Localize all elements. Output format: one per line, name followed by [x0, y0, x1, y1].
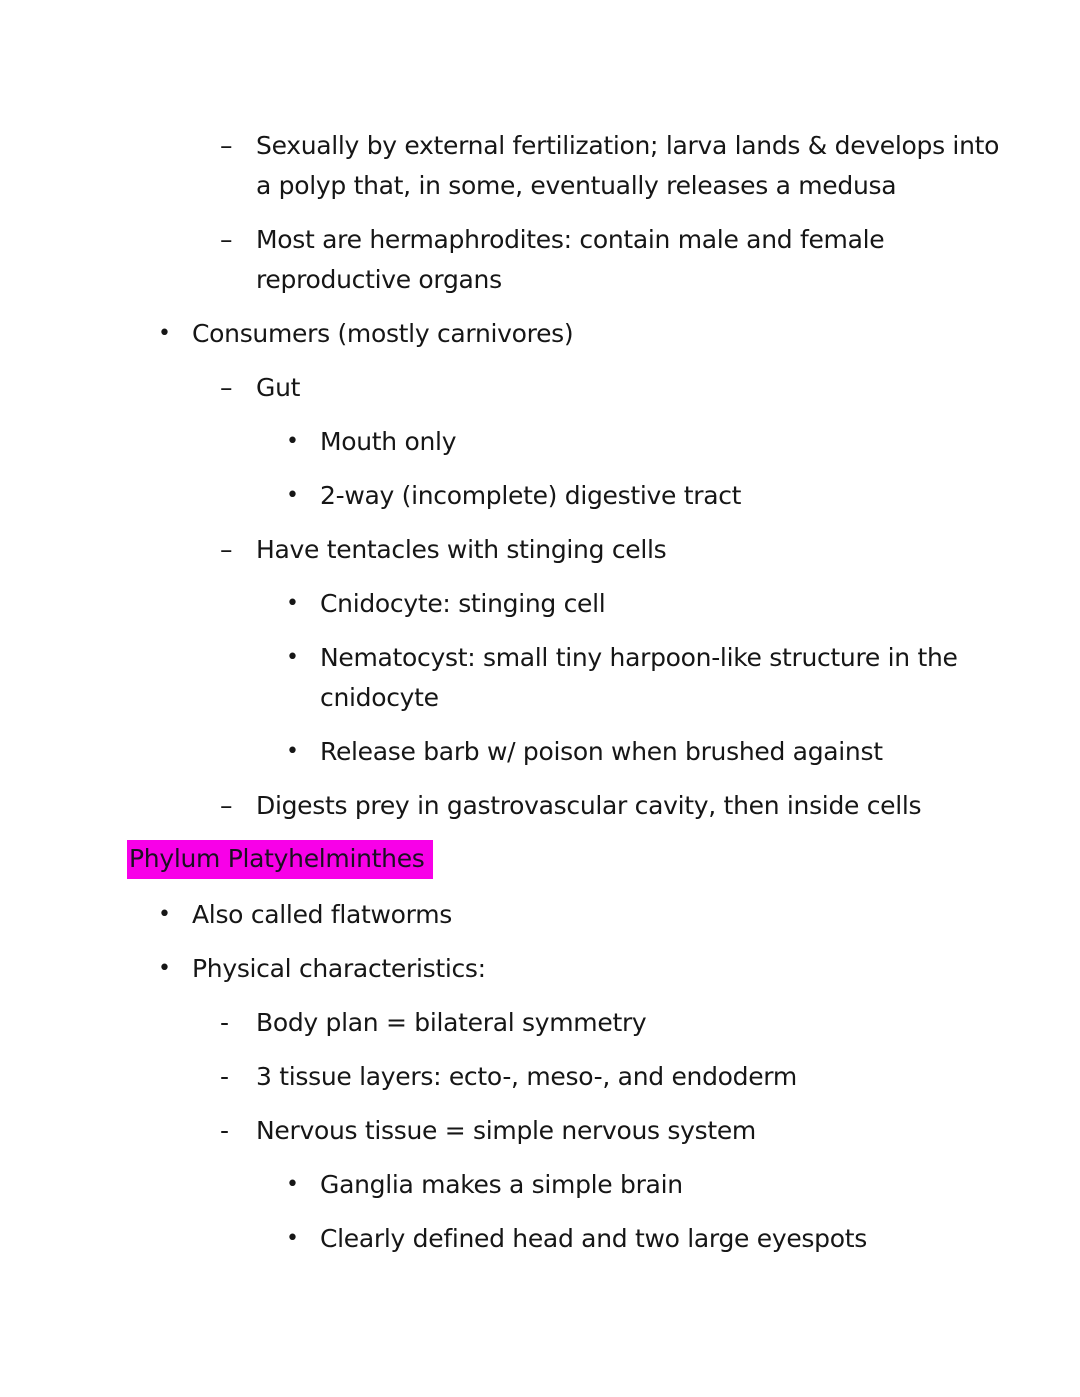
note-item	[0, 949, 1080, 989]
dash-marker: –	[220, 225, 233, 254]
note-text: Have tentacles with stinging cells	[256, 535, 667, 564]
note-text: 2-way (incomplete) digestive tract	[320, 481, 742, 510]
note-text: Most are hermaphrodites: contain male and female reproductive organs	[256, 225, 885, 294]
note-text: Digests prey in gastrovascular cavity, then inside cells	[256, 791, 922, 820]
hyphen-marker: -	[220, 1062, 229, 1091]
note-item	[0, 314, 1080, 354]
dash-marker: –	[220, 791, 233, 820]
bullet-marker: •	[158, 902, 171, 927]
note-item	[0, 638, 1080, 718]
dash-marker: –	[220, 131, 233, 160]
hyphen-marker: -	[220, 1116, 229, 1145]
note-text: Physical characteristics:	[192, 954, 486, 983]
note-item	[0, 786, 1080, 826]
note-text: Nervous tissue = simple nervous system	[256, 1116, 756, 1145]
note-text: 3 tissue layers: ecto-, meso-, and endoderm	[256, 1062, 797, 1091]
note-text: Mouth only	[320, 427, 457, 456]
note-text: Sexually by external fertilization; larva lands & develops into a polyp that, in some, eventually releases a medusa	[256, 131, 1000, 200]
note-item	[0, 1003, 1080, 1043]
note-item	[0, 368, 1080, 408]
note-text: Cnidocyte: stinging cell	[320, 589, 606, 618]
note-text: Ganglia makes a simple brain	[320, 1170, 683, 1199]
bullet-marker: •	[286, 739, 299, 764]
note-item	[0, 584, 1080, 624]
note-text: Body plan = bilateral symmetry	[256, 1008, 647, 1037]
note-item	[0, 1165, 1080, 1205]
bullet-marker: •	[286, 483, 299, 508]
note-text: Gut	[256, 373, 301, 402]
hyphen-marker: -	[220, 1008, 229, 1037]
bullet-marker: •	[286, 429, 299, 454]
bullet-marker: •	[286, 645, 299, 670]
note-item	[0, 895, 1080, 935]
note-item	[0, 220, 1080, 300]
note-text: Clearly defined head and two large eyespots	[320, 1224, 867, 1253]
dash-marker: –	[220, 373, 233, 402]
note-text: Consumers (mostly carnivores)	[192, 319, 574, 348]
bullet-marker: •	[286, 1172, 299, 1197]
section-heading: Phylum Platyhelminthes	[127, 840, 433, 879]
note-text: Nematocyst: small tiny harpoon-like structure in the cnidocyte	[320, 643, 958, 712]
note-item	[0, 530, 1080, 570]
bullet-marker: •	[158, 956, 171, 981]
bullet-marker: •	[286, 591, 299, 616]
note-item	[0, 476, 1080, 516]
note-item	[0, 1219, 1080, 1259]
note-item	[0, 732, 1080, 772]
dash-marker: –	[220, 535, 233, 564]
note-item	[0, 1111, 1080, 1151]
note-text: Also called flatworms	[192, 900, 452, 929]
note-item	[0, 1057, 1080, 1097]
section-heading-row	[0, 840, 1080, 879]
bullet-marker: •	[286, 1226, 299, 1251]
note-text: Release barb w/ poison when brushed against	[320, 737, 883, 766]
bullet-marker: •	[158, 321, 171, 346]
note-item	[0, 126, 1080, 206]
note-item	[0, 422, 1080, 462]
